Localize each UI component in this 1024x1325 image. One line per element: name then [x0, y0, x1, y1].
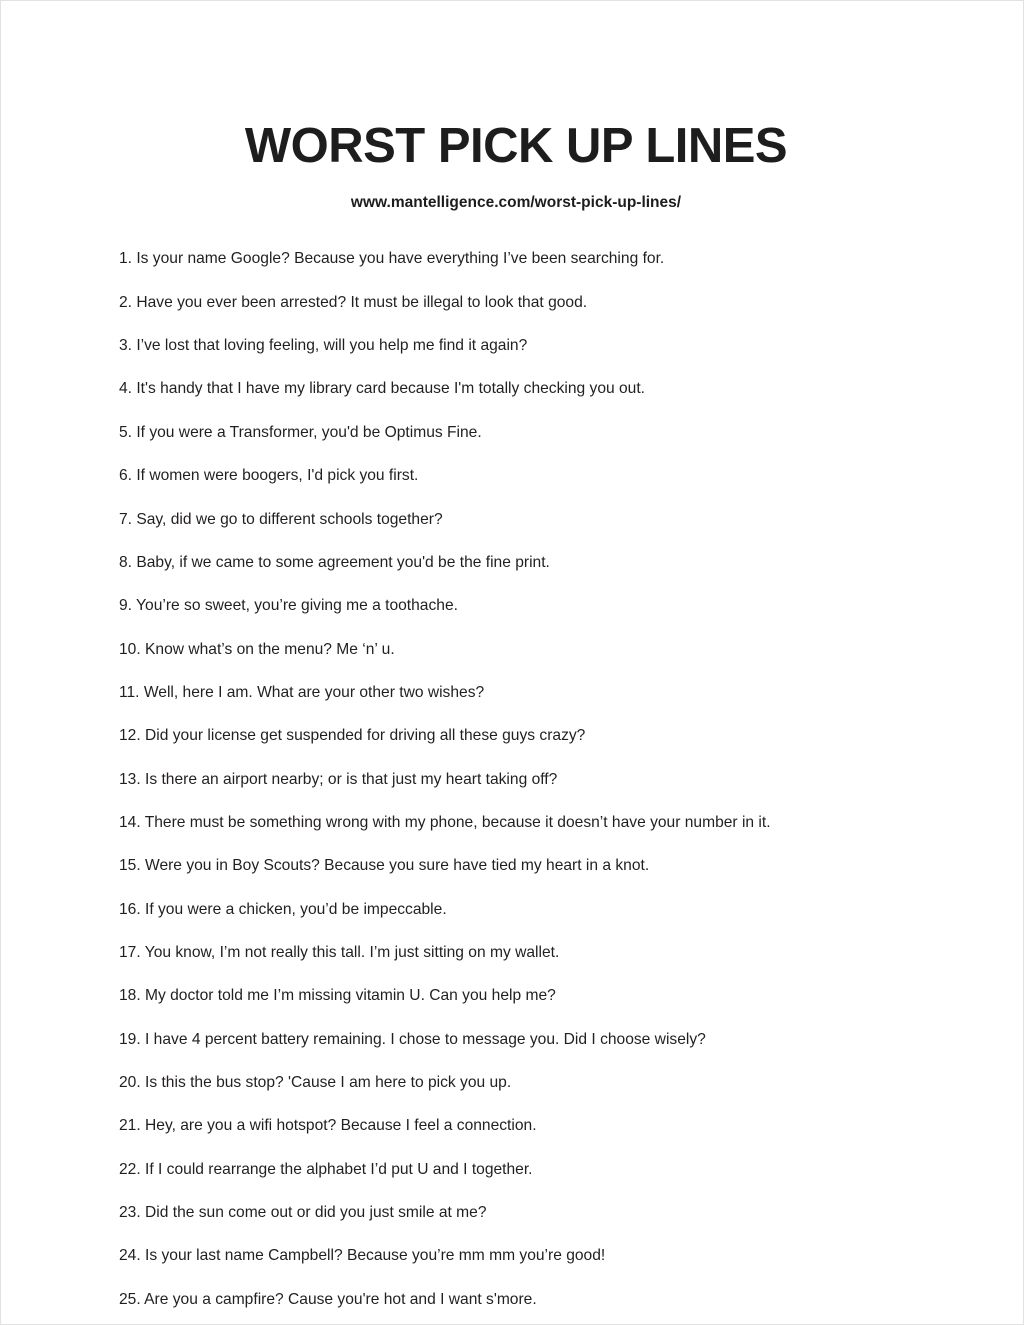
- list-item: 13. Is there an airport nearby; or is that just my heart taking off?: [119, 770, 558, 788]
- list-item: 12. Did your license get suspended for driving all these guys crazy?: [119, 727, 586, 745]
- list-item: 17. You know, I’m not really this tall. I’m just sitting on my wallet.: [119, 943, 560, 961]
- list-item: 21. Hey, are you a wifi hotspot? Because I feel a connection.: [119, 1117, 537, 1135]
- source-url: www.mantelligence.com/worst-pick-up-lines/: [350, 194, 682, 212]
- list-item: 1. Is your name Google? Because you have everything I’ve been searching for.: [119, 250, 665, 268]
- list-item: 2. Have you ever been arrested? It must be illegal to look that good.: [119, 293, 588, 311]
- list-item: 22. If I could rearrange the alphabet I’d put U and I together.: [119, 1160, 533, 1178]
- list-item: 11. Well, here I am. What are your other two wishes?: [119, 683, 485, 701]
- pick-up-lines-list: [119, 248, 913, 1309]
- list-item: 6. If women were boogers, I'd pick you first.: [119, 467, 419, 485]
- list-item: 19. I have 4 percent battery remaining. I chose to message you. Did I choose wisely?: [119, 1030, 706, 1048]
- list-item: 4. It's handy that I have my library card because I'm totally checking you out.: [119, 380, 646, 398]
- list-item: 10. Know what’s on the menu? Me ‘n’ u.: [119, 640, 395, 658]
- list-item: 5. If you were a Transformer, you'd be Optimus Fine.: [119, 423, 482, 441]
- document-body: [1, 1, 1023, 1310]
- list-item: 14. There must be something wrong with my phone, because it doesn’t have your number in it.: [119, 813, 771, 831]
- list-item: 9. You’re so sweet, you’re giving me a toothache.: [119, 597, 458, 615]
- list-item: 23. Did the sun come out or did you just smile at me?: [119, 1204, 487, 1221]
- list-item: 15. Were you in Boy Scouts? Because you sure have tied my heart in a knot.: [119, 857, 650, 875]
- page-title: WORST PICK UP LINES: [244, 119, 788, 173]
- list-item: 16. If you were a chicken, you’d be impeccable.: [119, 900, 447, 918]
- list-item: 3. I’ve lost that loving feeling, will you help me find it again?: [119, 337, 528, 355]
- list-item: 24. Is your last name Campbell? Because you’re mm mm you’re good!: [119, 1247, 606, 1265]
- list-item: 8. Baby, if we came to some agreement you'd be the fine print.: [119, 553, 550, 571]
- list-item: 25. Are you a campfire? Cause you're hot and I want s'more.: [119, 1290, 537, 1308]
- list-item: 20. Is this the bus stop? 'Cause I am here to pick you up.: [119, 1073, 512, 1091]
- list-item: 7. Say, did we go to different schools together?: [119, 510, 443, 528]
- list-item: 18. My doctor told me I’m missing vitamin U. Can you help me?: [119, 987, 556, 1005]
